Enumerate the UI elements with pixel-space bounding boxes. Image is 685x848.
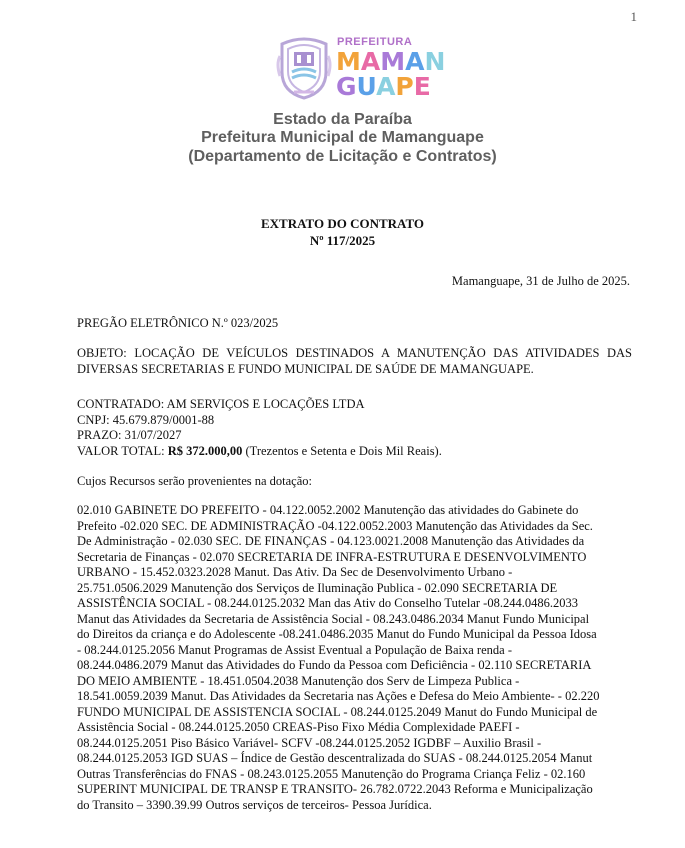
document-date: Mamanguape, 31 de Julho de 2025. [451,274,630,288]
dotacao-line: DO MEIO AMBIENTE - 18.451.0504.2038 Manutenção dos Serv de Limpeza Publica - [77,673,520,688]
dotacao-line: ASSISTÊNCIA SOCIAL - 08.244.0125.2032 Man das Ativ do Conselho Tutelar -08.244.0486.2033 [77,596,578,610]
logo-prefeitura-text: PREFEITURA [337,36,413,48]
dotacao-line: De Administração - 02.030 SEC. DE FINANÇAS - 04.123.0021.2008 Manutenção das Atividades da [77,534,585,548]
logo-letter: E [413,72,431,101]
logo-letter: A [360,47,381,76]
dotacao-line: do Direitos da criança e do Adolescente -08.241.0486.2035 Manut do Fundo Municipal da Pessoa Idosa [77,627,597,641]
dotacao-line: Prefeito -02.020 SEC. DE ADMINISTRAÇÃO -04.122.0052.2003 Manutenção das Atividades da Sec. [77,518,593,533]
city-seal-icon [274,34,334,100]
dotacao-line: Assistência Social - 08.244.0125.2050 CREAS-Piso Fixo Média Complexidade PAEFI - [77,720,520,734]
dotacao-line: Manut das Atividades da Secretaria de Assistência Social - 08.243.0486.2034 Manut Fundo Municipal [77,611,590,626]
header-prefeitura: Prefeitura Municipal de Mamanguape [201,129,484,146]
dotacao-line: FUNDO MUNICIPAL DE ASSISTENCIA SOCIAL - 08.244.0125.2049 Manut do Fundo Municipal de [77,704,598,719]
dotacao-line: 18.541.0059.2039 Manut. Das Atividades da Secretaria nas Ações e Defesa do Meio Ambiente- - 02.220 [77,689,600,703]
dotacao-line: SUPERINT MUNICIPAL DE TRANSP E TRANSITO- 26.782.0722.2043 Reforma e Municipalização [77,782,593,796]
dotacao-line: Outras Transferências do FNAS - 08.243.0125.2055 Manutenção do Programa Criança Feliz - 02.160 [77,766,586,781]
logo-wordmark-line2-text [336,72,431,101]
logo-letter: P [395,72,414,101]
dotacao-paragraph [77,503,632,813]
logo-letter: M [380,47,406,76]
logo-letter: A [376,72,396,101]
logo-letter: N [424,47,446,76]
dotacao-line: 02.010 GABINETE DO PREFEITO - 04.122.0052.2002 Manutenção das atividades do Gabinete do [77,503,579,517]
valor-label: VALOR TOTAL: [77,443,168,458]
valor-amount: R$ 372.000,00 [167,443,243,458]
dotacao-line: do Transito – 3390.39.99 Outros serviços de terceiros- Pessoa Jurídica. [77,797,432,812]
dotacao-line: 08.244.0486.2079 Manut das Atividades do Fundo da Pessoa com Deficiência - 02.110 SECRETARIA [77,658,592,672]
dotacao-line: 08.244.0125.2053 IGD SUAS – Índice de Gestão descentralizada do SUAS - 08.244.0125.2054 Manut [77,751,593,765]
logo-letter: A [405,47,425,76]
contratado-block [77,397,632,459]
contratado-prazo: PRAZO: 31/07/2027 [77,428,182,442]
logo-wordmark-line2 [336,74,431,99]
logo-letter: G [336,72,357,101]
document-number: Nº 117/2025 [309,233,376,248]
recursos-line: Cujos Recursos serão provenientes na dotação: [77,474,313,488]
dotacao-line: Secretaria de Finanças - 02.070 SECRETARIA DE INFRA-ESTRUTURA E DESENVOLVIMENTO [77,549,587,564]
prefeitura-logo [274,32,444,104]
dotacao-line: - 08.244.0125.2056 Manut Programas de Assist Eventual a População de Baixa renda - [77,642,512,657]
header-department: (Departamento de Licitação e Contratos) [188,148,497,165]
logo-letter: U [356,72,377,101]
pregao-line: PREGÃO ELETRÔNICO N.º 023/2025 [77,316,279,330]
dotacao-line: 25.751.0506.2029 Manutenção dos Serviços de Iluminação Publica - 02.090 SECRETARIA DE [77,580,558,595]
page-number: 1 [630,9,637,24]
logo-letter: M [336,47,361,76]
contratado-valor [77,444,632,460]
contratado-name: CONTRATADO: AM SERVIÇOS E LOCAÇÕES LTDA [77,397,365,411]
header-state: Estado da Paraíba [273,111,412,128]
dotacao-line: URBANO - 15.452.0323.2028 Manut. Das Ativ. Da Sec de Desenvolvimento Urbano - [77,565,513,579]
logo-wordmark-line1 [336,49,445,74]
dotacao-line: 08.244.0125.2051 Piso Básico Variável- SCFV -08.244.0125.2052 IGDBF – Auxilio Brasil - [77,735,542,750]
objeto-paragraph: OBJETO: LOCAÇÃO DE VEÍCULOS DESTINADOS A MANUTENÇÃO DAS ATIVIDADES DAS DIVERSAS SECRETARIAS E FUNDO MUNICIPAL DE SAÚDE DE MAMANGUAPE. [77,346,632,376]
document-title: EXTRATO DO CONTRATO [260,216,424,231]
contratado-cnpj: CNPJ: 45.679.879/0001-88 [77,412,215,427]
valor-extenso: (Trezentos e Setenta e Dois Mil Reais). [242,443,442,458]
